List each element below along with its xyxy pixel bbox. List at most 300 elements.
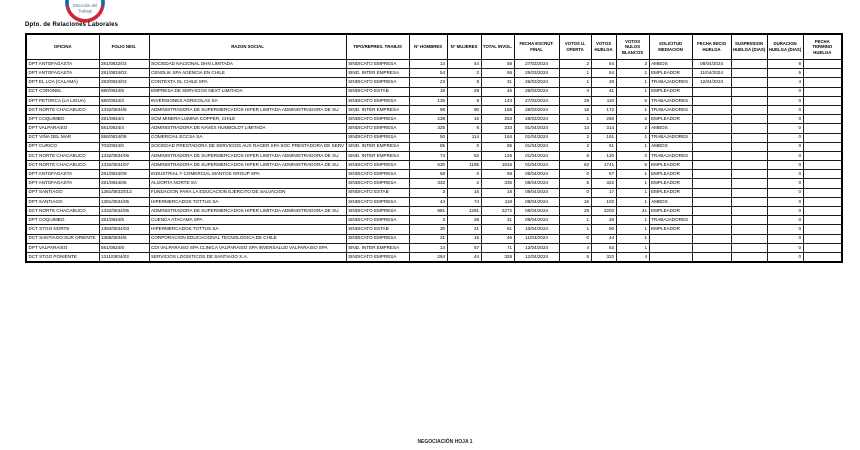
table-cell: 85 [409, 142, 447, 151]
table-cell [731, 170, 767, 179]
table-cell: 2 [559, 60, 591, 69]
column-header: N° MUJERES [447, 34, 481, 60]
table-cell [731, 133, 767, 142]
table-cell: 8 [767, 60, 803, 69]
table-cell: DPT SANTIAGO [26, 197, 99, 206]
table-cell [649, 252, 692, 262]
table-cell: COMERCIAL ECCSA SA [149, 133, 346, 142]
table-cell: FUNDACION PARA LA EDUCACION EJERCITO DE SALVACION [149, 188, 346, 197]
table-cell: 2203 [591, 207, 616, 216]
table-cell: DCT CORONEL [26, 87, 99, 96]
table-cell: 1 [559, 225, 591, 234]
table-cell: EMPLEADOR [649, 225, 692, 234]
table-cell: 161 [591, 133, 616, 142]
table-cell [731, 115, 767, 124]
table-cell: SINDICATO EMPRESA [346, 133, 409, 142]
department-title: Dpto. de Relaciones Laborales [25, 22, 119, 28]
table-cell: EMPLEADOR [649, 69, 692, 78]
table-cell: 50 [409, 133, 447, 142]
table-cell: 12/04/2024 [514, 252, 559, 262]
table-cell: 28 [447, 87, 481, 96]
table-cell: DPT VALPARAISO [26, 243, 99, 252]
table-cell: 8 [447, 96, 481, 105]
table-cell [803, 197, 842, 206]
table-cell: 1 [616, 197, 649, 206]
table-cell [649, 243, 692, 252]
column-header: DURACION HUELGA (DIAS) [767, 34, 803, 60]
table-cell: 28 [559, 207, 591, 216]
table-cell: 58 [481, 60, 514, 69]
table-cell: 10/04/2024 [514, 225, 559, 234]
table-cell [803, 133, 842, 142]
table-cell: ADMINISTRADORA DE SUPERMERCADOS HIPER LIMITADA ADMINISTRADORA DE SU [149, 207, 346, 216]
table-cell: 31 [409, 234, 447, 243]
table-cell: CUENCA ATACAMA SPA [149, 216, 346, 225]
column-header: N° HOMBRES [409, 34, 447, 60]
table-cell: SINDICATO EMPRESA [346, 252, 409, 262]
column-header: FECHA ESCRUT. FINAL [514, 34, 559, 60]
column-header: FOLIO NEG. [99, 34, 149, 60]
table-cell: 5 [616, 161, 649, 170]
table-cell: 1 [616, 179, 649, 188]
column-header: VOTOS HUELGA [591, 34, 616, 60]
table-cell: 1381/0833/013 [99, 188, 149, 197]
table-cell: 2 [616, 124, 649, 133]
table-cell [803, 234, 842, 243]
table-row [26, 87, 842, 96]
table-cell: CDI VALPARAISO SPA CLINICA VALPARAISO SPA INVERSALUD VALPARAISO SPA [149, 243, 346, 252]
table-cell: DCT SANTIAGO SUR ORIENTE [26, 234, 99, 243]
table-cell: 5 [559, 252, 591, 262]
table-cell: 2 [559, 133, 591, 142]
table-cell: 28/03/2024 [514, 115, 559, 124]
table-cell: 08/04/2024 [514, 197, 559, 206]
table-cell: SINDICATO ESTAB [346, 225, 409, 234]
table-cell: 164 [481, 133, 514, 142]
table-cell [803, 69, 842, 78]
table-cell: 54 [591, 60, 616, 69]
table-cell: 2 [447, 69, 481, 78]
table-cell: 703/0834/0 [99, 142, 149, 151]
table-cell: 25/03/2024 [514, 69, 559, 78]
table-cell: 26/03/2024 [514, 87, 559, 96]
table-cell [803, 87, 842, 96]
table-cell: DPT SANTIAGO [26, 188, 99, 197]
table-cell: 51 [481, 225, 514, 234]
table-cell: 1185 [447, 161, 481, 170]
table-cell: 1741 [591, 161, 616, 170]
table-cell: 41 [591, 87, 616, 96]
table-cell: 08/04/2024 [514, 188, 559, 197]
table-cell: DPT COQUIMBO [26, 216, 99, 225]
table-cell: 6 [559, 179, 591, 188]
table-cell: DPT PETORCA (LA LIGUA) [26, 96, 99, 105]
table-cell: SIND. INTER EMPRESA [346, 69, 409, 78]
table-cell: 57 [591, 170, 616, 179]
table-cell: 0 [767, 151, 803, 160]
table-cell: 18 [481, 188, 514, 197]
table-cell: 01/04/2024 [514, 124, 559, 133]
table-cell: 0 [559, 234, 591, 243]
table-cell: 01/04/2024 [514, 151, 559, 160]
table-cell: 0 [767, 170, 803, 179]
table-cell: SIND. INTER EMPRESA [346, 105, 409, 114]
table-cell: DPT ANTOFAGASTA [26, 60, 99, 69]
table-cell: 0 [559, 170, 591, 179]
table-cell: 102 [591, 197, 616, 206]
table-cell [803, 60, 842, 69]
table-cell: 1 [616, 243, 649, 252]
table-cell [803, 161, 842, 170]
table-cell: 0 [447, 170, 481, 179]
table-cell: 1332/0834/8 [99, 105, 149, 114]
table-cell [692, 207, 731, 216]
table-cell: 1388/0834/5 [99, 234, 149, 243]
table-cell: TRABAJADORES [649, 151, 692, 160]
table-row [26, 170, 842, 179]
table-cell: 8 [447, 78, 481, 87]
table-cell: 0 [767, 142, 803, 151]
table-cell: 1383/0834/03 [99, 225, 149, 234]
table-cell: 27/03/2024 [514, 60, 559, 69]
table-cell: ADMINISTRADORA DE NAVES HUMBOLDT LIMITADA [149, 124, 346, 133]
table-cell: 1 [616, 170, 649, 179]
table-cell [692, 225, 731, 234]
table-header-row [26, 34, 842, 60]
table-cell: 01/04/2024 [514, 161, 559, 170]
table-cell [803, 216, 842, 225]
table-cell: 238 [409, 115, 447, 124]
table-cell: HIPERMERCADOS TOTTUS SA [149, 197, 346, 206]
table-cell: 57 [447, 243, 481, 252]
table-cell: TRABAJADORES [649, 78, 692, 87]
table-cell [731, 96, 767, 105]
table-cell: DCT VIÑA DEL MAR [26, 133, 99, 142]
table-cell [803, 252, 842, 262]
table-cell: 4 [616, 252, 649, 262]
table-cell: SOCIEDAD NACIONAL DHN LIMITADA [149, 60, 346, 69]
table-row [26, 69, 842, 78]
table-cell: 0 [767, 133, 803, 142]
table-cell [803, 105, 842, 114]
table-cell: 1291 [447, 207, 481, 216]
table-cell: 8 [447, 124, 481, 133]
table-cell [731, 142, 767, 151]
table-cell: 1 [616, 78, 649, 87]
table-cell: 281/0834/4 [99, 115, 149, 124]
table-cell: CONTEXTA GL CHILE SPA [149, 78, 346, 87]
table-row [26, 78, 842, 87]
table-cell: AMBOS [649, 60, 692, 69]
table-cell: SINDICATO ESTAB [346, 87, 409, 96]
table-cell: 0 [767, 197, 803, 206]
table-cell: 630 [409, 161, 447, 170]
table-cell: 1 [559, 115, 591, 124]
table-cell: 05/04/2024 [514, 170, 559, 179]
table-cell: 15 [559, 105, 591, 114]
table-cell: 71 [481, 243, 514, 252]
table-cell: 333 [481, 124, 514, 133]
table-cell: SINDICATO EMPRESA [346, 78, 409, 87]
table-cell: 90 [447, 105, 481, 114]
table-cell [803, 142, 842, 151]
table-cell: 1 [616, 69, 649, 78]
table-cell: 281/0834/5 [99, 216, 149, 225]
table-cell: 586/0834/08 [99, 133, 149, 142]
table-cell: 4 [559, 87, 591, 96]
table-row [26, 105, 842, 114]
table-cell: SINDICATO EMPRESA [346, 115, 409, 124]
table-cell: AMBOS [649, 124, 692, 133]
table-cell: DPT COQUIMBO [26, 115, 99, 124]
table-cell: 0 [767, 87, 803, 96]
table-cell: 28 [559, 96, 591, 105]
column-header: SUSPENSION HUELGA (DIAS) [731, 34, 767, 60]
table-cell: 0 [767, 207, 803, 216]
table-cell [803, 225, 842, 234]
table-cell: 18 [409, 87, 447, 96]
table-cell: 0 [767, 96, 803, 105]
table-cell: 3 [616, 60, 649, 69]
table-cell: 08/04/2024 [514, 179, 559, 188]
table-cell: EMPLEADOR [649, 179, 692, 188]
table-row [26, 216, 842, 225]
table-cell: AMBOS [649, 197, 692, 206]
table-cell: TRABAJADORES [649, 96, 692, 105]
column-header: VOTOS NULOS BLANCOS [616, 34, 649, 60]
table-cell: 0 [616, 151, 649, 160]
table-cell: DCT NORTE CHACABUCO [26, 161, 99, 170]
table-cell [692, 188, 731, 197]
table-cell: 172 [591, 105, 616, 114]
table-cell: 28 [447, 216, 481, 225]
table-cell: 08/04/2024 [514, 207, 559, 216]
column-header: FECHA TERMINO HUELGA [803, 34, 842, 60]
table-cell: DCT STGO NORTE [26, 225, 99, 234]
table-cell [731, 87, 767, 96]
table-cell: 126 [481, 151, 514, 160]
table-cell: ADMINISTRADORA DE SUPERMERCADOS HIPER LIMITADA ADMINISTRADORA DE SU [149, 105, 346, 114]
table-cell: 14 [409, 60, 447, 69]
table-cell: 0 [767, 243, 803, 252]
table-cell: 52 [447, 151, 481, 160]
table-cell [692, 179, 731, 188]
table-cell: EMPLEADOR [649, 188, 692, 197]
table-cell: SINDICATO EMPRESA [346, 197, 409, 206]
table-row [26, 225, 842, 234]
table-cell: ADMINISTRADORA DE SUPERMERCADOS HIPER LIMITADA ADMINISTRADORA DE SU [149, 161, 346, 170]
table-cell: 15 [447, 188, 481, 197]
table-cell [803, 96, 842, 105]
table-cell: 58 [409, 170, 447, 179]
table-cell: 581/0834/4 [99, 124, 149, 133]
table-cell: 250 [591, 115, 616, 124]
table-cell: 50 [591, 225, 616, 234]
table-cell: EMPLEADOR [649, 87, 692, 96]
table-cell: SINDICATO EMPRESA [346, 234, 409, 243]
table-cell: TRABAJADORES [649, 216, 692, 225]
table-cell: ALGORTA NORTE SA [149, 179, 346, 188]
table-cell: 21 [447, 225, 481, 234]
table-cell: 0 [767, 188, 803, 197]
table-cell [803, 151, 842, 160]
table-cell: 15 [447, 115, 481, 124]
table-row [26, 188, 842, 197]
table-cell: 63 [591, 243, 616, 252]
logo-text-line2: Trabajo [77, 8, 93, 14]
table-cell: SIND. INTER EMPRESA [346, 151, 409, 160]
column-header: SOLICITUD MEDIACION [649, 34, 692, 60]
table-cell: SINDICATO ESTAB [346, 188, 409, 197]
table-cell: 281/0832/03 [99, 60, 149, 69]
table-cell: 2 [616, 115, 649, 124]
column-header: FECHA INICIO HUELGA [692, 34, 731, 60]
table-cell: 3 [409, 188, 447, 197]
table-cell: 2 [559, 142, 591, 151]
table-cell: 31 [481, 78, 514, 87]
table-cell [731, 197, 767, 206]
negotiations-table [25, 33, 843, 263]
table-cell: 1311/0834/03 [99, 252, 149, 262]
table-cell [692, 142, 731, 151]
table-cell: 114 [447, 133, 481, 142]
table-cell: DPT EL LOA (CALAMA) [26, 78, 99, 87]
table-cell: 322 [591, 179, 616, 188]
table-cell: 5 [767, 69, 803, 78]
table-cell: SERVICIOS LOGISTICOS DE SANTIAGO S.A. [149, 252, 346, 262]
table-cell: 322 [591, 252, 616, 262]
table-cell: SIND. INTER EMPRESA [346, 243, 409, 252]
column-header: TOTAL INVOL. [481, 34, 514, 60]
table-cell: 15 [447, 234, 481, 243]
table-cell: ADMINISTRADORA DE SUPERMERCADOS HIPER LIMITADA ADMINISTRADORA DE SU [149, 151, 346, 160]
table-cell [803, 115, 842, 124]
table-cell [731, 207, 767, 216]
table-cell: 01/04/2024 [514, 142, 559, 151]
table-cell: 981 [409, 207, 447, 216]
column-header: TIPO/REPRES. TRABJS [346, 34, 409, 60]
footer-text: NEGOCIACIÓN HOJA 1 [417, 439, 473, 445]
table-cell [731, 151, 767, 160]
table-cell: 29 [591, 216, 616, 225]
table-row [26, 234, 842, 243]
table-cell: 17 [591, 188, 616, 197]
table-cell: 580/0834/3 [99, 96, 149, 105]
table-cell: HIPERMERCADOS TOTTUS SA [149, 225, 346, 234]
table-cell: DCT STGO PONIENTE [26, 252, 99, 262]
table-cell: 4 [767, 78, 803, 87]
table-row [26, 124, 842, 133]
table-cell: INDUSTRIAL Y COMERCIAL MANTOS GROUP SPA [149, 170, 346, 179]
table-cell: 30 [409, 225, 447, 234]
table-cell [692, 133, 731, 142]
table-cell [692, 197, 731, 206]
table-cell: 0 [767, 105, 803, 114]
table-cell: 28/03/2024 [514, 105, 559, 114]
table-cell: 14 [559, 124, 591, 133]
table-cell [731, 234, 767, 243]
table-cell: 11/04/2024 [514, 234, 559, 243]
table-cell [803, 124, 842, 133]
table-cell: 6 [559, 151, 591, 160]
table-cell [731, 188, 767, 197]
table-cell: 281/0834/03 [99, 69, 149, 78]
table-cell [803, 243, 842, 252]
table-cell: CORPORACION EDUCACIONAL TECNOLOGICA DE CHILE [149, 234, 346, 243]
table-cell: EMPLEADOR [649, 207, 692, 216]
table-cell [692, 252, 731, 262]
table-cell: DCT NORTE CHACABUCO [26, 207, 99, 216]
table-cell: 54 [409, 69, 447, 78]
table-cell: DPT VALPARAISO [26, 124, 99, 133]
table-row [26, 179, 842, 188]
table-cell: 118 [481, 197, 514, 206]
table-row [26, 96, 842, 105]
logo-text-line1: Dirección del [72, 3, 98, 8]
table-cell: 01/04/2024 [514, 133, 559, 142]
table-cell: 0 [767, 234, 803, 243]
table-cell [731, 179, 767, 188]
table-cell: 1 [559, 78, 591, 87]
table-cell: 26/03/2024 [514, 78, 559, 87]
table-cell: EMPLEADOR [649, 170, 692, 179]
table-cell: 1 [616, 188, 649, 197]
table-cell [803, 170, 842, 179]
table-cell: 110 [591, 96, 616, 105]
table-cell: SINDICATO EMPRESA [346, 96, 409, 105]
table-cell: 314 [591, 124, 616, 133]
table-cell [731, 124, 767, 133]
table-cell: EMPLEADOR [649, 161, 692, 170]
table-cell [692, 124, 731, 133]
table-cell: 0 [767, 225, 803, 234]
table-cell: 1 [616, 105, 649, 114]
table-cell: 188 [481, 105, 514, 114]
table-cell: 0 [767, 252, 803, 262]
table-cell [692, 234, 731, 243]
table-cell [731, 105, 767, 114]
table-cell: 27/03/2024 [514, 96, 559, 105]
table-cell: 2 [447, 179, 481, 188]
table-row [26, 252, 842, 262]
table-cell: 1332/0834/06 [99, 151, 149, 160]
table-cell: SINDICATO EMPRESA [346, 207, 409, 216]
table-cell: 3 [409, 216, 447, 225]
table-cell: SINDICATO EMPRESA [346, 124, 409, 133]
table-cell: EMPLEADOR [649, 115, 692, 124]
table-cell: 23 [409, 78, 447, 87]
table-row [26, 142, 842, 151]
table-cell: 1332/0834/05 [99, 207, 149, 216]
table-cell: 44 [447, 60, 481, 69]
table-cell: DPT CURICO [26, 142, 99, 151]
table-cell: 143 [481, 96, 514, 105]
table-cell [731, 243, 767, 252]
table-row [26, 197, 842, 206]
table-cell: 0 [767, 179, 803, 188]
table-cell [731, 161, 767, 170]
table-cell: 14 [409, 243, 447, 252]
table-row [26, 207, 842, 216]
table-cell: 5 [616, 96, 649, 105]
table-cell: 74 [409, 151, 447, 160]
table-cell: SINDICATO EMPRESA [346, 216, 409, 225]
table-cell [803, 207, 842, 216]
table-cell: 1 [616, 234, 649, 243]
table-cell: 283/0834/03 [99, 78, 149, 87]
table-cell [692, 216, 731, 225]
table-cell: 74 [447, 197, 481, 206]
